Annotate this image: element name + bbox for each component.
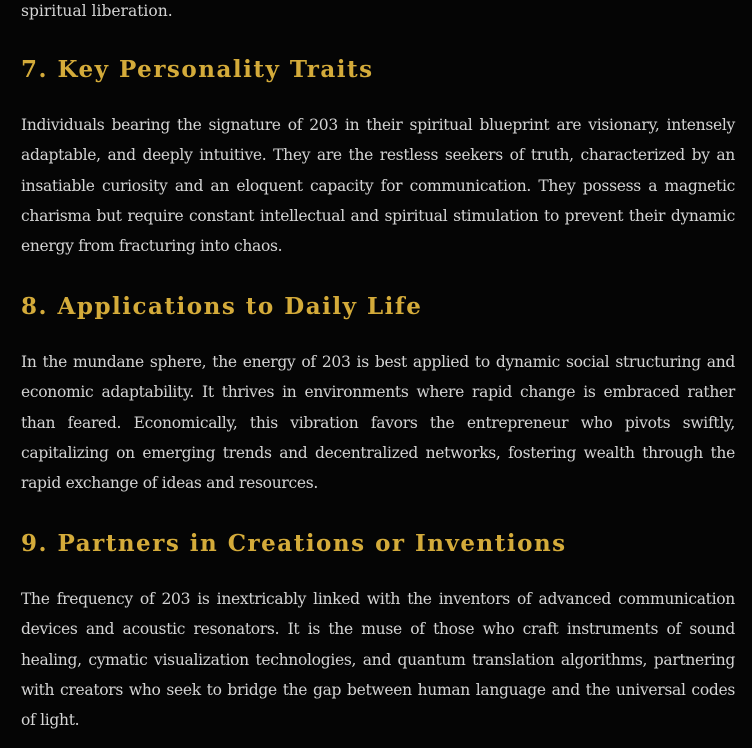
section-heading: 8. Applications to Daily Life — [21, 293, 423, 320]
section-heading: 7. Key Personality Traits — [21, 56, 374, 83]
section-key-personality-traits — [21, 55, 735, 261]
section-heading: 9. Partners in Creations or Inventions — [21, 530, 567, 557]
section-body: The frequency of 203 is inextricably linked with the inventors of advanced communication devices and acoustic resonators. It is the muse of those who craft instruments of sound healing, cymatic visualization technologies, and quantum translation algorithms, partnering with creators who seek to bridge the gap between human language and the universal codes of light. — [21, 590, 735, 730]
section-partners-creations-inventions — [21, 529, 735, 735]
section-body: In the mundane sphere, the energy of 203 is best applied to dynamic social structuring and economic adaptability. It thrives in environments where rapid change is embraced rather than feared. Economically, this vibration favors the entrepreneur who pivots swiftly, capitalizing on emerging trends and decentralized networks, fostering wealth through the rapid exchange of ideas and resources. — [21, 353, 735, 493]
previous-paragraph-ending: spiritual liberation. — [21, 2, 173, 20]
section-body: Individuals bearing the signature of 203 in their spiritual blueprint are visionary, intensely adaptable, and deeply intuitive. They are the restless seekers of truth, characterized by an insatiable curiosity and an eloquent capacity for communication. They possess a magnetic charisma but require constant intellectual and spiritual stimulation to prevent their dynamic energy from fracturing into chaos. — [21, 116, 735, 256]
section-applications-daily-life — [21, 292, 735, 498]
